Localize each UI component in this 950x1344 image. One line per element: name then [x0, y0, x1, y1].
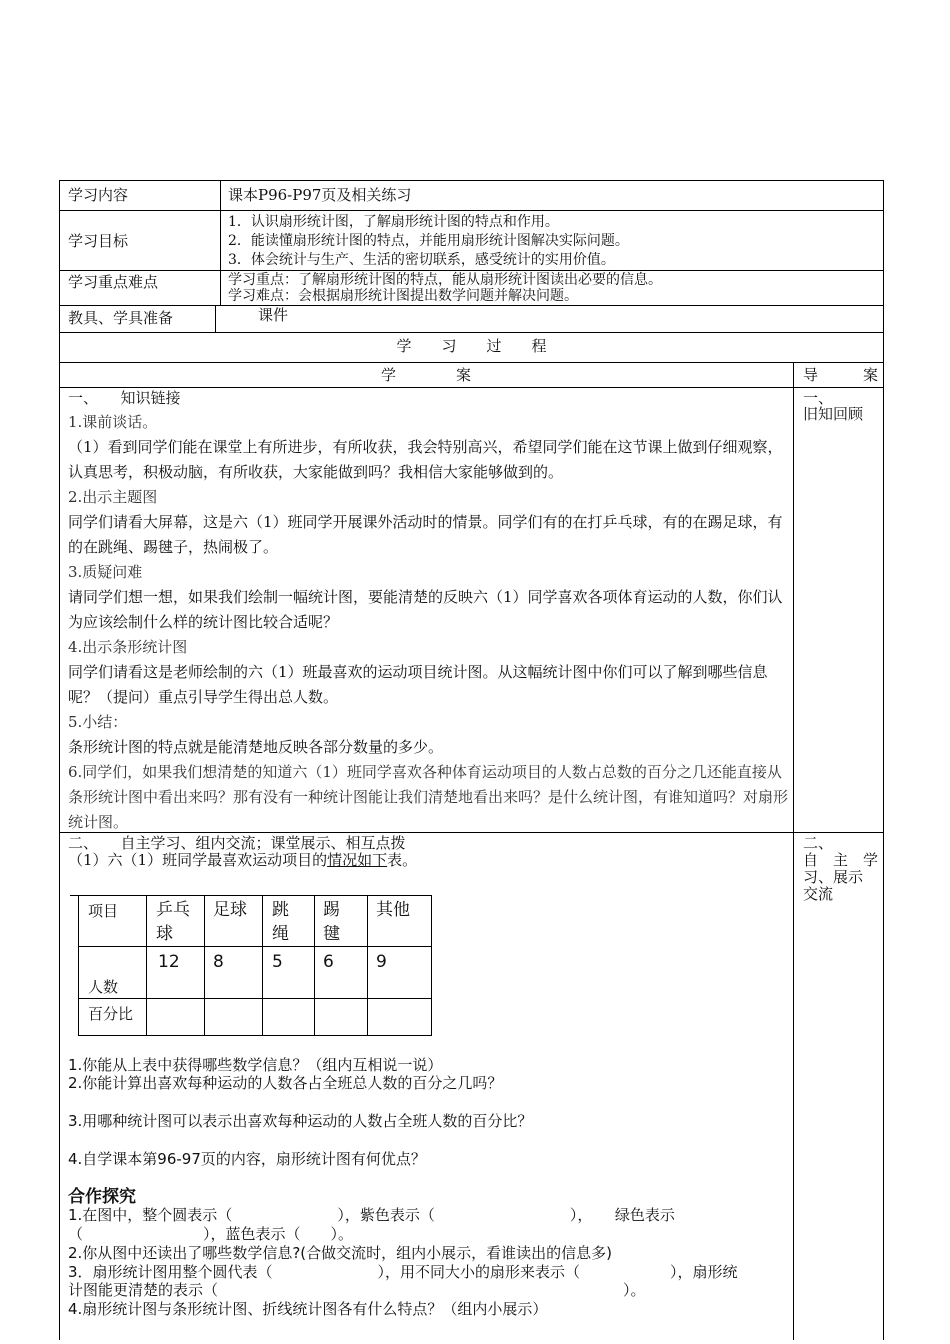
goal-1: 1．认识扇形统计图，了解扇形统计图的特点和作用。 — [228, 214, 559, 230]
row-divider — [59, 305, 884, 306]
row-divider — [59, 362, 884, 363]
s1-para-7: 4.出示条形统计图 — [68, 638, 188, 656]
keypoint-2: 学习难点：会根据扇形统计图提出数学问题并解决问题。 — [228, 288, 578, 304]
col-divider — [215, 305, 216, 332]
section2-guide-1: 二、 — [803, 834, 834, 852]
value-content: 课本P96-P97页及相关练习 — [228, 186, 412, 204]
question-3: 3.用哪种统计图可以表示出喜欢每种运动的人数占全班人数的百分比？ — [68, 1112, 533, 1130]
table-header-pingpong-1: 乒乓 — [156, 900, 190, 920]
value-materials: 课件 — [258, 306, 289, 324]
sport-table-colline — [431, 895, 432, 1036]
question-1: 1.你能从上表中获得哪些数学信息？（组内互相说一说） — [68, 1056, 443, 1074]
s1-para-3: 2.出示主题图 — [68, 488, 158, 506]
table-count-shuttle: 6 — [323, 952, 334, 972]
section2-guide-4: 交流 — [803, 885, 834, 903]
label-content: 学习内容 — [68, 186, 129, 204]
section2-guide-3: 习、展示 — [803, 868, 864, 886]
row-divider — [59, 332, 884, 333]
coop-line-5: 计图能更清楚的表示（ ）。 — [68, 1281, 646, 1299]
s1-para-8: 同学们请看这是老师绘制的六（1）班最喜欢的运动项目统计图。从这幅统计图中你们可以了解到哪些信息呢？（提问）重点引导学生得出总人数。 — [68, 663, 768, 706]
section2-guide-2: 自 主 学 — [803, 851, 879, 869]
label-materials: 教具、学具准备 — [68, 309, 174, 327]
coop-line-1: 1.在图中，整个圆表示（ ），紫色表示（ ）， 绿色表示 — [68, 1206, 675, 1224]
table-intro-c: 表。 — [387, 851, 418, 869]
col-divider — [220, 270, 221, 305]
table-border-top — [59, 180, 884, 181]
sport-table-rowline — [78, 946, 432, 947]
sport-table-colline — [146, 895, 147, 1036]
sport-table-colline — [367, 895, 368, 1036]
col-divider — [220, 180, 221, 270]
s1-para-2: （1）看到同学们能在课堂上有所进步，有所收获，我会特别高兴，希望同学们能在这节课上做到仔细观察，认真思考，积极动脑，有所收获，大家能做到吗？我相信大家能够做到的。 — [68, 438, 783, 481]
table-header-shuttle-1: 踢 — [323, 900, 340, 920]
sport-table-rowline — [78, 998, 432, 999]
table-header-item: 项目 — [88, 902, 119, 920]
section1-heading: 一、 知识链接 — [68, 389, 181, 407]
table-header-other: 其他 — [376, 900, 410, 920]
sport-table-topline — [70, 895, 432, 896]
table-percent-label: 百分比 — [88, 1005, 134, 1023]
goal-3: 3．体会统计与生产、生活的密切联系，感受统计的实用价值。 — [228, 252, 615, 268]
sport-table-colline — [314, 895, 315, 1036]
table-count-other: 9 — [376, 952, 387, 972]
table-count-pingpong: 12 — [158, 952, 180, 972]
table-header-football: 足球 — [213, 900, 247, 920]
row-divider — [59, 210, 884, 211]
sport-table-colline — [204, 895, 205, 1036]
s1-para-11: 6.同学们，如果我们想清楚的知道六（1）班同学喜欢各种体育运动项目的人数占总数的百分之几还能直接从条形统计图中看出来吗？那有没有一种统计图能让我们清楚地看出来吗？是什么统计图，有谁知道吗？对扇形统计图。 — [68, 763, 788, 831]
table-header-pingpong-2: 球 — [156, 924, 173, 944]
col-divider-guide — [793, 362, 794, 1340]
col-header-xuean: 学 案 — [380, 366, 471, 384]
s1-para-9: 5.小结： — [68, 713, 128, 731]
label-goals: 学习目标 — [68, 232, 129, 250]
table-intro-a: （1）六（1）班同学最喜欢运动项目的 — [68, 851, 328, 869]
table-header-shuttle-2: 毽 — [323, 924, 340, 944]
section1-guide-title: 旧知回顾 — [803, 405, 864, 423]
table-header-rope-1: 跳 — [272, 900, 289, 920]
table-header-rope-2: 绳 — [272, 924, 289, 944]
table-count-football: 8 — [213, 952, 224, 972]
sport-table-bottomline — [78, 1035, 432, 1036]
process-title: 学 习 过 程 — [396, 337, 547, 355]
s1-para-5: 3.质疑问难 — [68, 563, 143, 581]
s1-para-6: 请同学们想一想，如果我们绘制一幅统计图，要能清楚的反映六（1）同学喜欢各项体育运动的人数，你们认为应该绘制什么样的统计图比较合适呢？ — [68, 588, 783, 631]
coop-title: 合作探究 — [68, 1187, 136, 1207]
s1-para-1: 1.课前谈话。 — [68, 413, 158, 431]
col-header-daoan: 导 案 — [803, 366, 879, 384]
table-intro — [68, 851, 417, 870]
section2-heading: 二、 自主学习、组内交流；课堂展示、相互点拨 — [68, 834, 406, 852]
coop-line-2: （ ），蓝色表示（ ）。 — [68, 1225, 354, 1243]
coop-line-3: 2.你从图中还读出了哪些数学信息?(合做交流时，组内小展示，看谁读出的信息多) — [68, 1244, 612, 1262]
coop-line-6: 4.扇形统计图与条形统计图、折线统计图各有什么特点？（组内小展示） — [68, 1300, 548, 1318]
question-4: 4.自学课本第96-97页的内容，扇形统计图有何优点？ — [68, 1150, 426, 1168]
label-keypoints: 学习重点难点 — [68, 273, 159, 291]
table-intro-b: 情况如下 — [327, 851, 388, 869]
table-count-rope: 5 — [272, 952, 283, 972]
s1-para-4: 同学们请看大屏幕，这是六（1）班同学开展课外活动时的情景。同学们有的在打乒乓球，有的在踢足球，有的在跳绳、踢毽子，热闹极了。 — [68, 513, 783, 556]
goal-2: 2．能读懂扇形统计图的特点，并能用扇形统计图解决实际问题。 — [228, 233, 629, 249]
section1-guide-num: 一、 — [803, 389, 834, 407]
table-count-label: 人数 — [88, 978, 119, 996]
keypoint-1: 学习重点：了解扇形统计图的特点，能从扇形统计图读出必要的信息。 — [228, 272, 662, 288]
coop-line-4: 3．扇形统计图用整个圆代表（ ），用不同大小的扇形来表示（ ），扇形统 — [68, 1263, 738, 1281]
question-2: 2.你能计算出喜欢每种运动的人数各占全班总人数的百分之几吗？ — [68, 1074, 503, 1092]
sport-table-colline — [78, 895, 79, 1036]
s1-para-10: 条形统计图的特点就是能清楚地反映各部分数量的多少。 — [68, 738, 444, 756]
row-divider — [59, 832, 884, 833]
row-divider — [59, 387, 884, 388]
sport-table-colline — [262, 895, 263, 1036]
